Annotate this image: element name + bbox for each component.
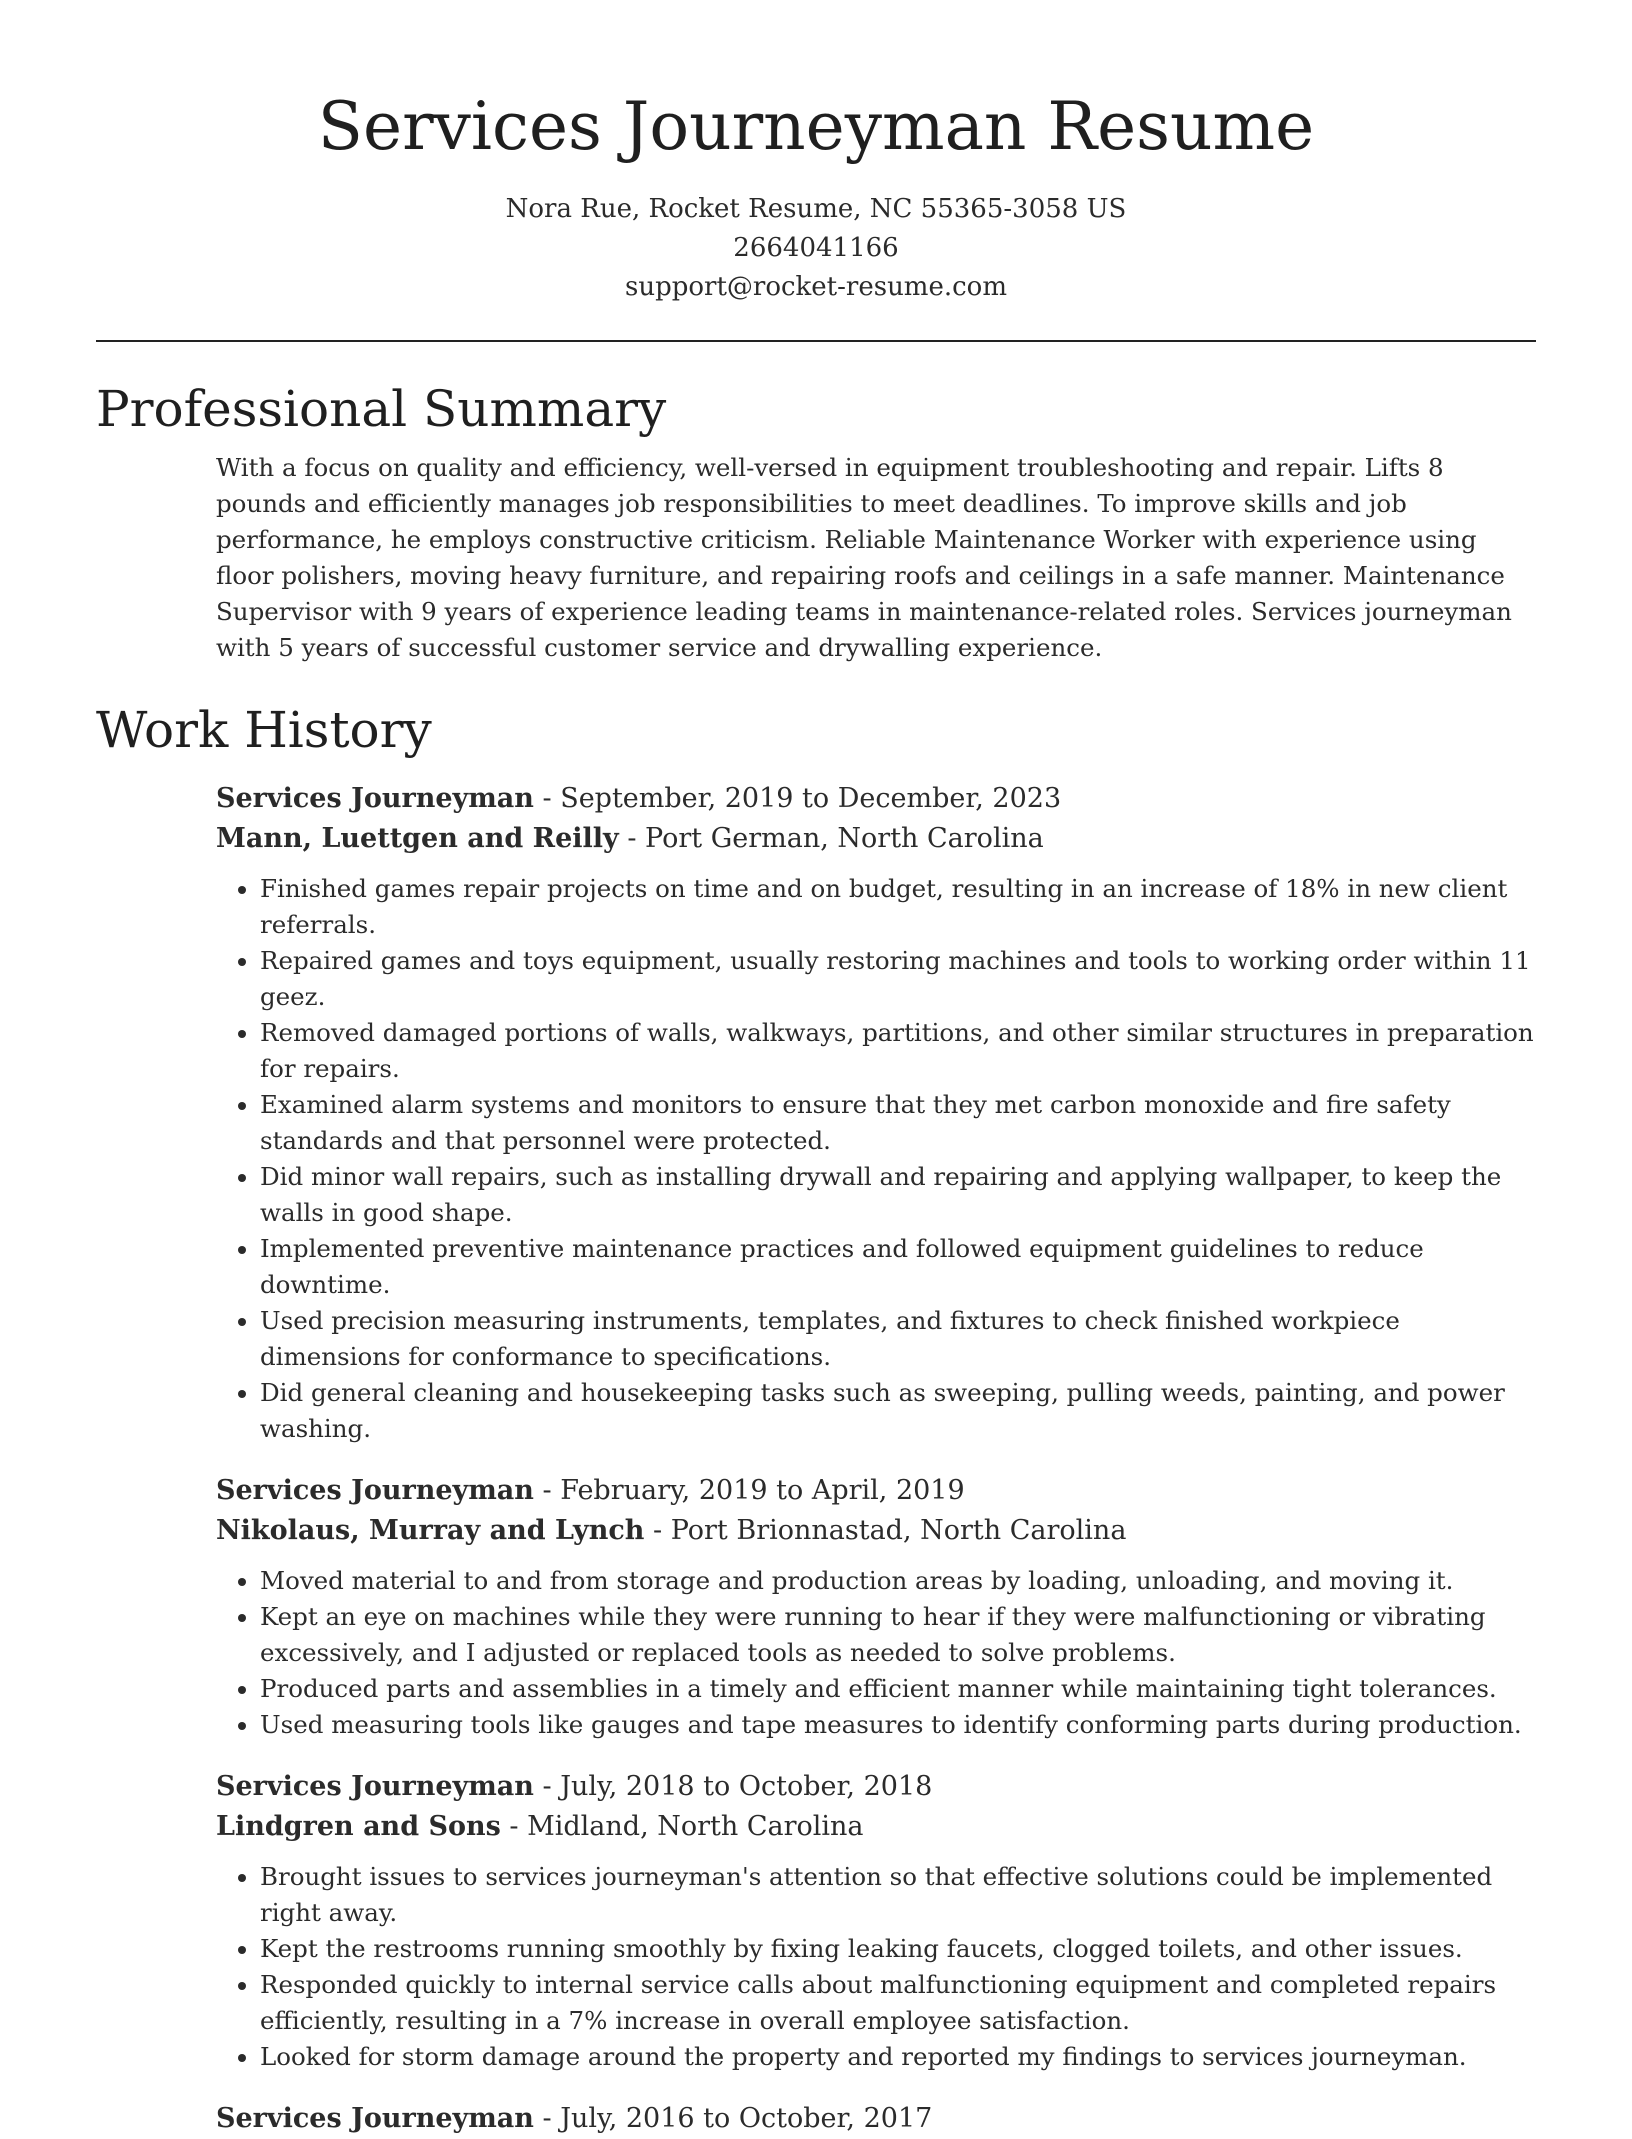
job-list: [216, 779, 1536, 2139]
job-title-line: [216, 2099, 1536, 2139]
job-location: - Midland, North Carolina: [500, 1811, 864, 1842]
job-title: Services Journeyman: [216, 1475, 534, 1506]
job-bullet: • Finished games repair projects on time and on budget, resulting in an increase of 18% in new client referrals.: [260, 871, 1536, 943]
summary-text: With a focus on quality and efficiency, well-versed in equipment troubleshooting and repair. Lifts 8 pounds and efficiently manages job responsibilities to meet deadlines. To improve skills and job performance, he employs constructive criticism. Reliable Maintenance Worker with experience using floor polishers, moving heavy furniture, and repairing roofs and ceilings in a safe manner. Maintenance Supervisor with 9 years of experience leading teams in maintenance-related roles. Services journeyman with 5 years of successful customer service and drywalling experience.: [216, 453, 1512, 662]
job-bullets: [216, 1563, 1536, 1743]
job-dates: - July, 2016 to October, 2017: [533, 2103, 933, 2134]
job-employer: Lindgren and Sons: [216, 1811, 501, 1842]
job-title: Services Journeyman: [216, 783, 534, 814]
work-history-section: [96, 699, 1536, 2139]
contact-email: support@rocket-resume.com: [624, 272, 1007, 302]
job-title: Services Journeyman: [216, 2103, 534, 2134]
job-bullet: • Looked for storm damage around the property and reported my findings to services journeyman.: [260, 2039, 1536, 2075]
job-title-line: [216, 779, 1536, 819]
job-dates: - February, 2019 to April, 2019: [533, 1475, 965, 1506]
job-location: - Port Brionnastad, North Carolina: [644, 1515, 1127, 1546]
job-location: - Port German, North Carolina: [618, 823, 1044, 854]
job-bullet: • Produced parts and assemblies in a timely and efficient manner while maintaining tight tolerances.: [260, 1671, 1536, 1707]
summary-heading: Professional Summary: [96, 380, 667, 438]
page-title: Services Journeyman Resume: [317, 88, 1315, 165]
job-bullet: • Kept the restrooms running smoothly by fixing leaking faucets, clogged toilets, and other issues.: [260, 1931, 1536, 1967]
job-bullet: • Used measuring tools like gauges and tape measures to identify conforming parts during production.: [260, 1707, 1536, 1743]
job-employer-line: [216, 819, 1536, 859]
resume-header: [0, 0, 1632, 307]
job-bullet: • Responded quickly to internal service calls about malfunctioning equipment and completed repairs efficiently, resulting in a 7% increase in overall employee satisfaction.: [260, 1967, 1536, 2039]
contact-block: [0, 190, 1632, 307]
job-bullet: • Did minor wall repairs, such as installing drywall and repairing and applying wallpaper, to keep the walls in good shape.: [260, 1159, 1536, 1231]
job-title: Services Journeyman: [216, 1771, 534, 1802]
contact-phone: 2664041166: [733, 233, 899, 263]
job-entry: [216, 1471, 1536, 1743]
job-dates: - September, 2019 to December, 2023: [533, 783, 1062, 814]
work-history-heading: Work History: [96, 701, 432, 759]
job-bullet: • Moved material to and from storage and production areas by loading, unloading, and moving it.: [260, 1563, 1536, 1599]
job-bullet: • Used precision measuring instruments, templates, and fixtures to check finished workpiece dimensions for conformance to specifications.: [260, 1303, 1536, 1375]
job-bullet: • Implemented preventive maintenance practices and followed equipment guidelines to reduce downtime.: [260, 1231, 1536, 1303]
contact-address: Nora Rue, Rocket Resume, NC 55365-3058 US: [505, 194, 1127, 224]
job-title-line: [216, 1471, 1536, 1511]
summary-section: [96, 378, 1536, 666]
job-title-line: [216, 1767, 1536, 1807]
job-entry: [216, 2099, 1536, 2139]
job-bullet: • Kept an eye on machines while they were running to hear if they were malfunctioning or vibrating excessively, and I adjusted or replaced tools as needed to solve problems.: [260, 1599, 1536, 1671]
job-bullet: • Did general cleaning and housekeeping tasks such as sweeping, pulling weeds, painting, and power washing.: [260, 1375, 1536, 1447]
job-entry: [216, 779, 1536, 1447]
job-entry: [216, 1767, 1536, 2075]
job-dates: - July, 2018 to October, 2018: [533, 1771, 933, 1802]
job-bullet: • Repaired games and toys equipment, usually restoring machines and tools to working order within 11 geez.: [260, 943, 1536, 1015]
job-bullets: [216, 871, 1536, 1447]
job-bullet: • Brought issues to services journeyman's attention so that effective solutions could be implemented right away.: [260, 1859, 1536, 1931]
job-employer-line: [216, 1511, 1536, 1551]
job-bullet: • Examined alarm systems and monitors to ensure that they met carbon monoxide and fire safety standards and that personnel were protected.: [260, 1087, 1536, 1159]
header-divider: [96, 340, 1536, 342]
job-employer: Nikolaus, Murray and Lynch: [216, 1515, 645, 1546]
job-employer-line: [216, 1807, 1536, 1847]
job-bullet: • Removed damaged portions of walls, walkways, partitions, and other similar structures in preparation for repairs.: [260, 1015, 1536, 1087]
job-employer: Mann, Luettgen and Reilly: [216, 823, 619, 854]
job-bullets: [216, 1859, 1536, 2075]
